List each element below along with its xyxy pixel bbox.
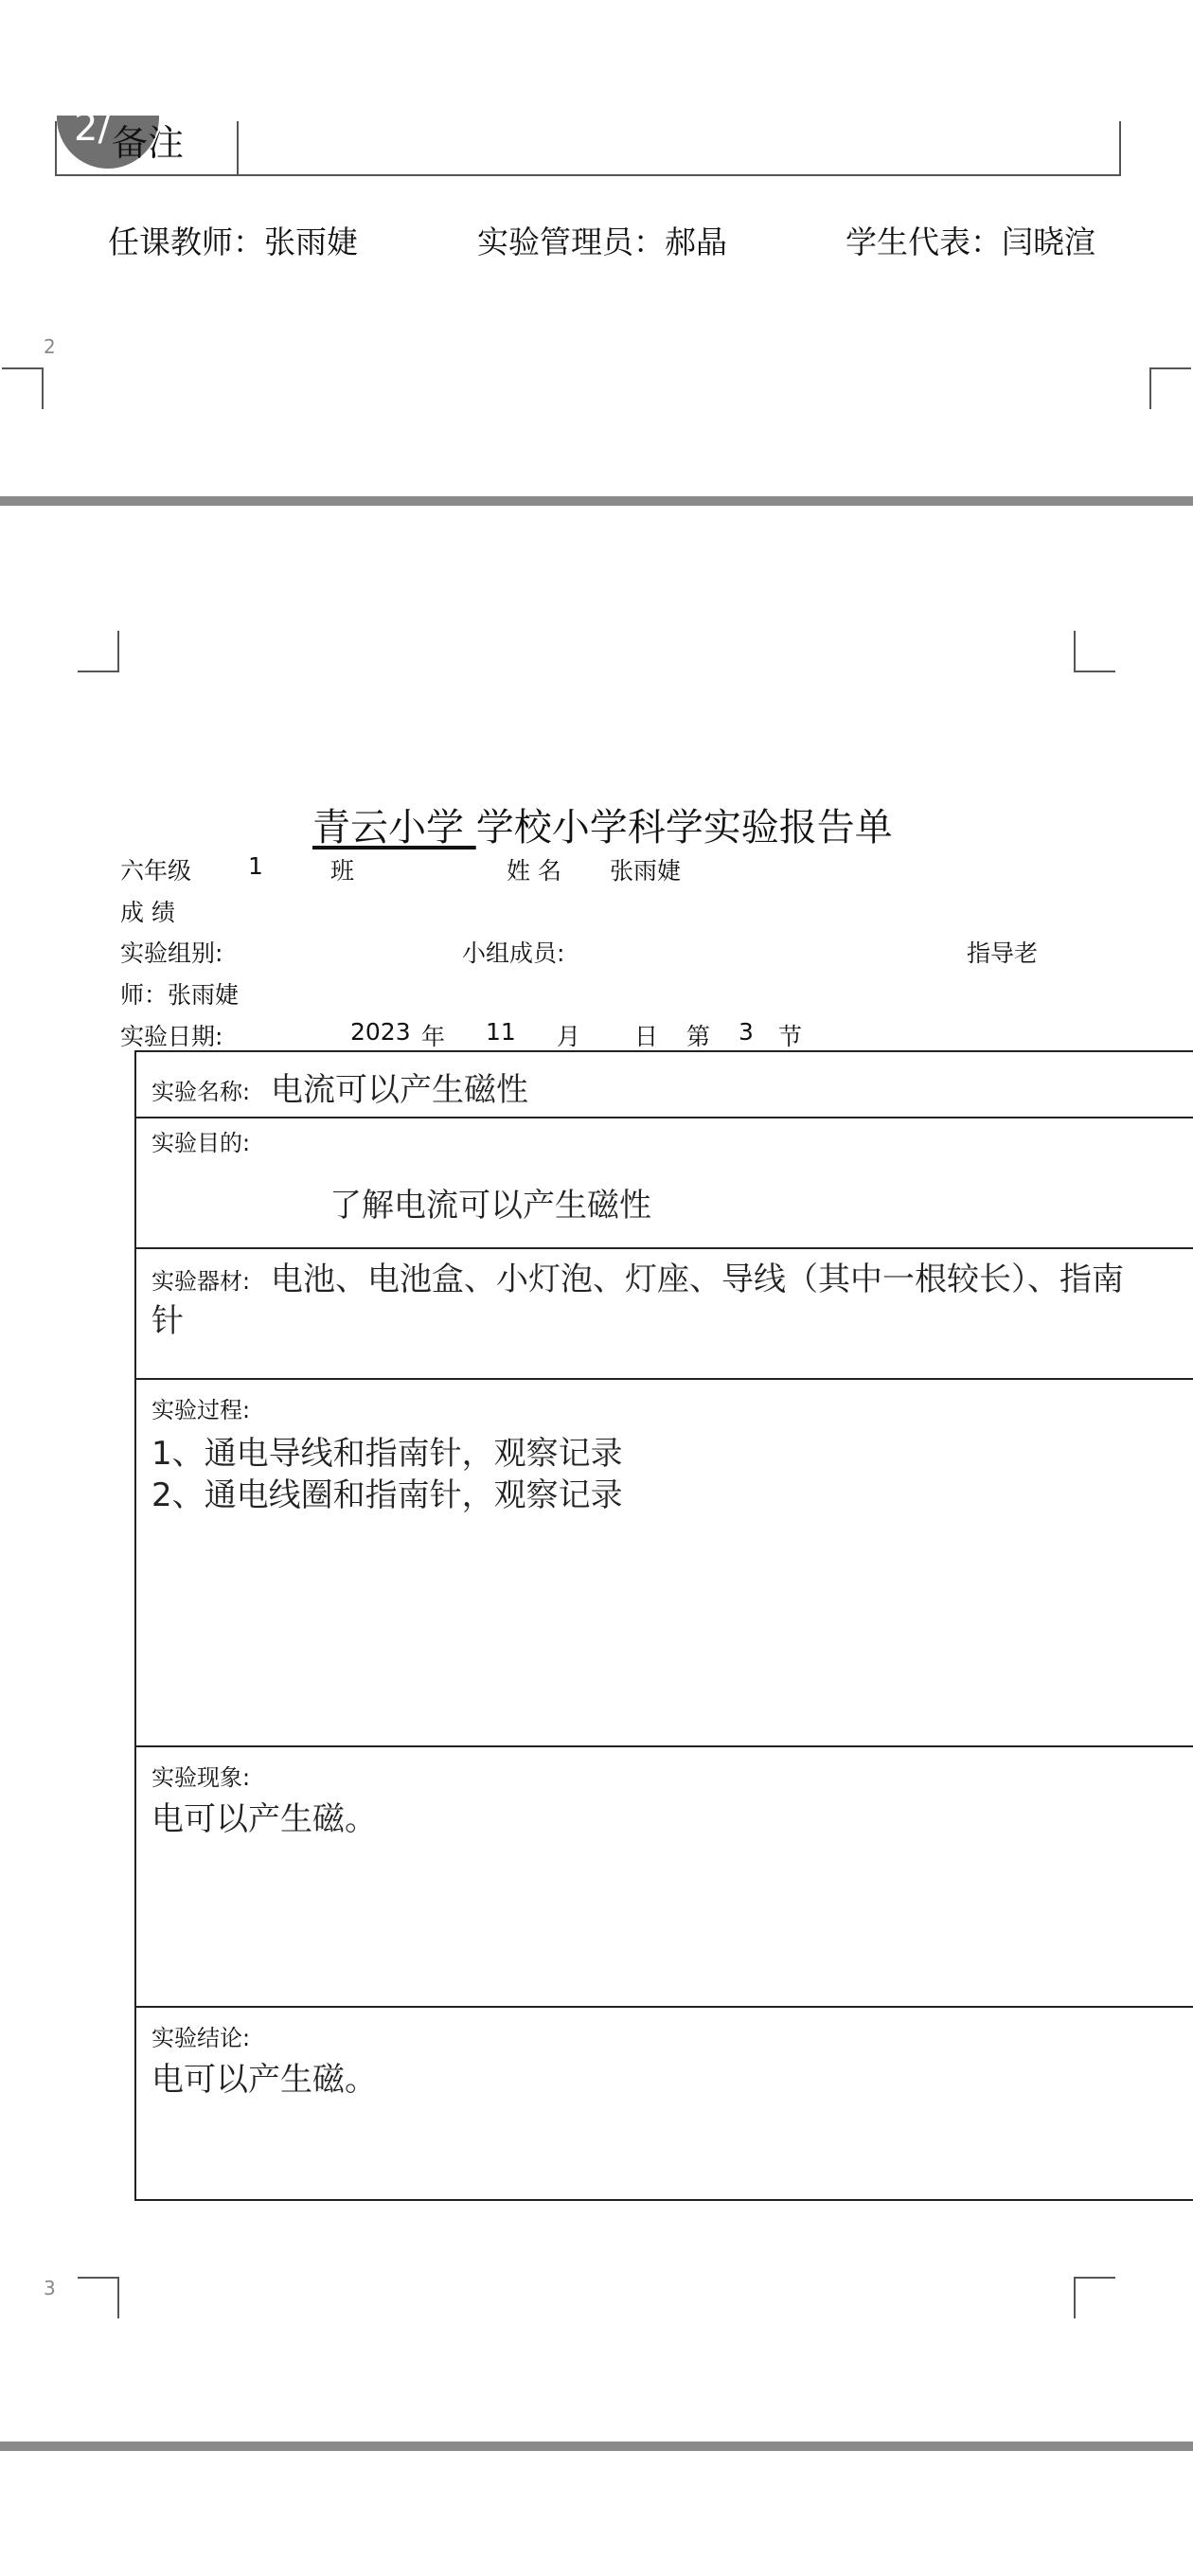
equipment-label: 实验器材: [151,1268,251,1295]
crop-mark [78,2277,119,2318]
grade: 六年级 [120,857,192,885]
name-value: 张雨婕 [610,857,682,885]
experiment-name-value: 电流可以产生磁性 [271,1071,528,1109]
crop-mark [78,631,119,672]
guide-label: 指导老 [967,939,1039,967]
page-badge-number: 2/ [74,106,111,150]
conclusion-value: 电可以产生磁。 [151,2061,377,2099]
year-label: 年 [421,1023,446,1050]
conclusion-row [134,2006,1193,2201]
date-label: 实验日期: [120,1023,223,1050]
phenomenon-value: 电可以产生磁。 [151,1800,377,1838]
process-step: 1、通电导线和指南针，观察记录 [151,1435,623,1473]
crop-mark [2,367,44,409]
purpose-row [134,1117,1193,1249]
date-month: 11 [486,1018,516,1046]
equipment-value-cont: 针 [151,1302,184,1340]
crop-mark [1149,367,1191,409]
remarks-column-divider [237,121,239,176]
guide-teacher: 师：张雨婕 [120,981,240,1009]
experiment-name-label: 实验名称: [151,1079,251,1105]
remarks-table [55,121,1121,176]
equipment-row [134,1247,1193,1380]
page-separator [0,496,1193,506]
page-number: 2 [44,335,56,358]
remarks-label: 备注 [112,122,185,164]
crop-mark [1074,2277,1115,2318]
equipment-value: 电池、电池盒、小灯泡、灯座、导线（其中一根较长）、指南 [271,1261,1124,1298]
experiment-name-row [134,1050,1193,1118]
period-prefix: 第 [686,1023,711,1050]
class-number: 1 [248,852,263,880]
school-name: 青云小学 [312,806,476,850]
class-label: 班 [330,857,355,885]
page-separator [0,2442,1193,2451]
phenomenon-label: 实验现象: [151,1764,251,1791]
date-year: 2023 [350,1018,411,1046]
process-label: 实验过程: [151,1397,251,1423]
teacher-signature: 任课教师：张雨婕 [108,224,358,260]
crop-mark [1074,631,1115,672]
lab-manager-signature: 实验管理员：郝晶 [477,224,727,260]
purpose-label: 实验目的: [151,1130,251,1156]
report-title [312,797,893,851]
student-rep-signature: 学生代表：闫晓渲 [846,224,1095,260]
month-label: 月 [557,1023,581,1050]
phenomenon-row [134,1745,1193,2008]
process-step: 2、通电线圈和指南针，观察记录 [151,1476,623,1514]
conclusion-label: 实验结论: [151,2025,251,2051]
day-label: 日 [634,1023,659,1050]
group-label: 实验组别: [120,939,223,967]
period-suffix: 节 [778,1023,803,1050]
members-label: 小组成员: [462,939,565,967]
purpose-value: 了解电流可以产生磁性 [329,1187,651,1225]
score-label: 成 绩 [120,899,175,926]
page-number: 3 [44,2277,56,2299]
process-row [134,1378,1193,1747]
title-text: 学校小学科学实验报告单 [475,806,893,850]
name-label: 姓 名 [507,857,561,885]
period-number: 3 [739,1018,754,1046]
